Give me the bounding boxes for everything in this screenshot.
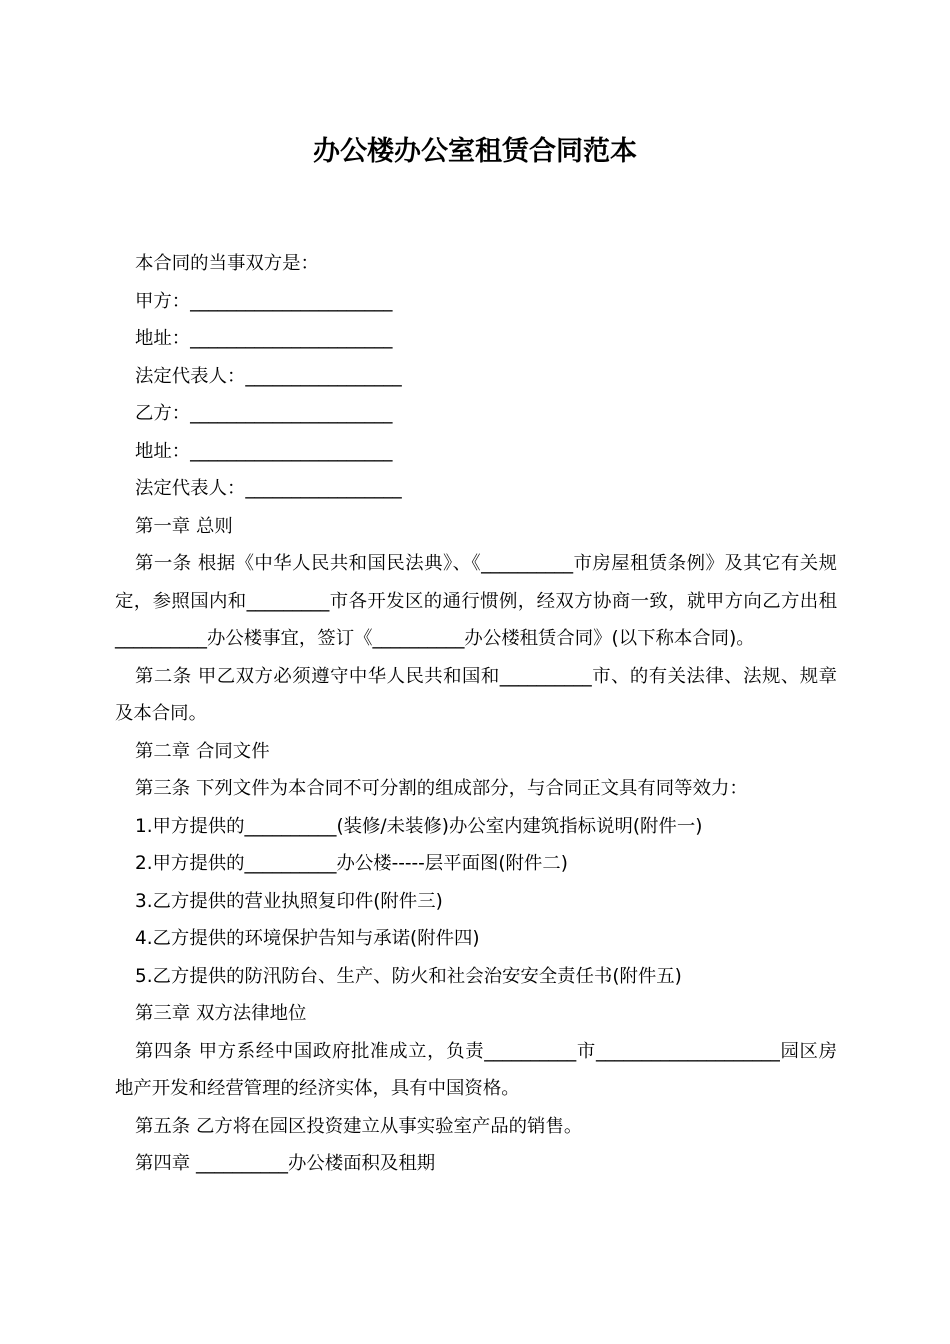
article-1: 第一条 根据《中华人民共和国民法典》、《__________市房屋租赁条例》及其它有关规定，参照国内和_________市各开发区的通行惯例，经双方协商一致，就甲方向乙方出租__________办公楼事宜，签订《__________办公楼租赁合同》(以下称本合同)。: [115, 553, 837, 649]
list-item-attachment-3: 3.乙方提供的营业执照复印件(附件三): [135, 890, 443, 912]
paragraph-parties-intro: 本合同的当事双方是：: [135, 253, 319, 274]
article-2: 第二条 甲乙双方必须遵守中华人民共和国和__________市、的有关法律、法规、规章及本合同。: [115, 665, 837, 724]
document-body: [115, 245, 837, 1183]
document-title: 办公楼办公室租赁合同范本: [313, 136, 637, 167]
list-item-attachment-2: 2.甲方提供的__________办公楼-----层平面图(附件二): [135, 853, 568, 874]
paragraph-party-a-address: 地址：______________________: [135, 328, 393, 349]
chapter-3-heading: 第三章 双方法律地位: [135, 1003, 307, 1024]
list-item-attachment-4: 4.乙方提供的环境保护告知与承诺(附件四): [135, 928, 480, 949]
paragraph-party-b-address: 地址：______________________: [135, 440, 393, 462]
chapter-2-heading: 第二章 合同文件: [135, 740, 270, 762]
chapter-4-heading: 第四章 __________办公楼面积及租期: [135, 1153, 436, 1174]
list-item-attachment-5: 5.乙方提供的防汛防台、生产、防火和社会治安安全责任书(附件五): [135, 965, 682, 987]
list-item-attachment-1: 1.甲方提供的__________(装修/未装修)办公室内建筑指标说明(附件一): [135, 815, 703, 837]
article-5: 第五条 乙方将在园区投资建立从事实验室产品的销售。: [135, 1115, 583, 1137]
paragraph-party-b-representative: 法定代表人：_________________: [135, 478, 402, 499]
paragraph-party-a-representative: 法定代表人：_________________: [135, 365, 402, 387]
article-3: 第三条 下列文件为本合同不可分割的组成部分，与合同正文具有同等效力：: [135, 778, 748, 799]
paragraph-party-a: 甲方：______________________: [135, 290, 393, 312]
article-4: 第四条 甲方系经中国政府批准成立，负责__________市____________________园区房地产开发和经营管理的经济实体，具有中国资格。: [115, 1040, 837, 1099]
chapter-1-heading: 第一章 总则: [135, 515, 233, 537]
paragraph-party-b: 乙方：______________________: [135, 403, 393, 424]
